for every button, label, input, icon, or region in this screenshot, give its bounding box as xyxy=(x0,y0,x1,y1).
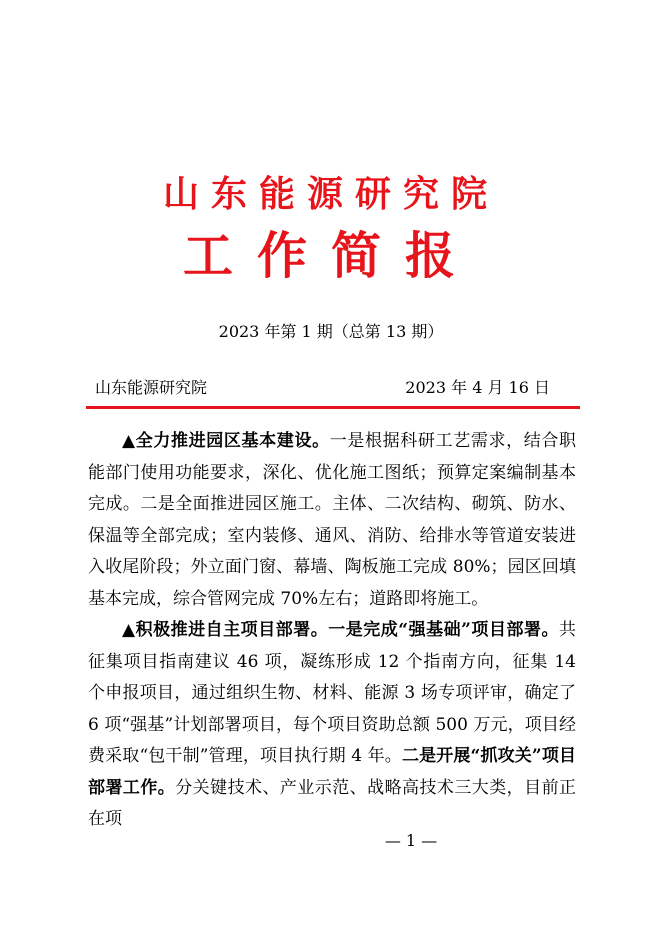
item-text: 一是根据科研工艺需求，结合职能部门使用功能要求，深化、优化施工图纸；预算定案编制基本完成。二是全面推进园区施工。主体、二次结构、砌筑、防水、保温等全部完成；室内装修、通风、消防、给排水等管道安装进入收尾阶段；外立面门窗、幕墙、陶板施工完成 80%；园区回填基本完成，综合管网完成 70%左右；道路即将施工。 xyxy=(88,431,577,609)
item-subheading: 一是完成“强基础”项目部署。 xyxy=(328,620,559,640)
red-divider xyxy=(86,406,580,409)
item-heading: 全力推进园区基本建设。 xyxy=(135,431,330,451)
item-text: 共征集项目指南建议 46 项，凝练形成 12 个指南方向，征集 14 个申报项目，通过组织生物、材料、能源 3 场专项评审，确定了 6 项“强基”计划部署项目，每个项目资助总额 500 万元，项目经费采取“包干制”管理，项目执行期 4 年。 xyxy=(88,620,576,766)
publish-date: 2023 年 4 月 16 日 xyxy=(405,378,550,397)
item-text: 分关键技术、产业示范、战略高技术三大类，目前正在项 xyxy=(88,777,577,829)
document-title: 工作简报 xyxy=(183,226,479,285)
briefing-body xyxy=(88,426,576,836)
item-subheading: 二是开展“抓攻关”项目部署工作。 xyxy=(88,746,576,798)
org-title: 山东能源研究院 xyxy=(162,173,499,215)
item-paragraph xyxy=(88,615,576,836)
issue-number: 2023 年第 1 期（总第 13 期） xyxy=(218,322,444,341)
triangle-marker-icon: ▲ xyxy=(122,620,136,640)
triangle-marker-icon: ▲ xyxy=(122,431,136,451)
item-heading: 积极推进自主项目部署。 xyxy=(135,620,329,640)
page-number: — 1 — xyxy=(384,831,438,850)
publisher: 山东能源研究院 xyxy=(95,378,208,397)
item-paragraph xyxy=(88,426,576,615)
